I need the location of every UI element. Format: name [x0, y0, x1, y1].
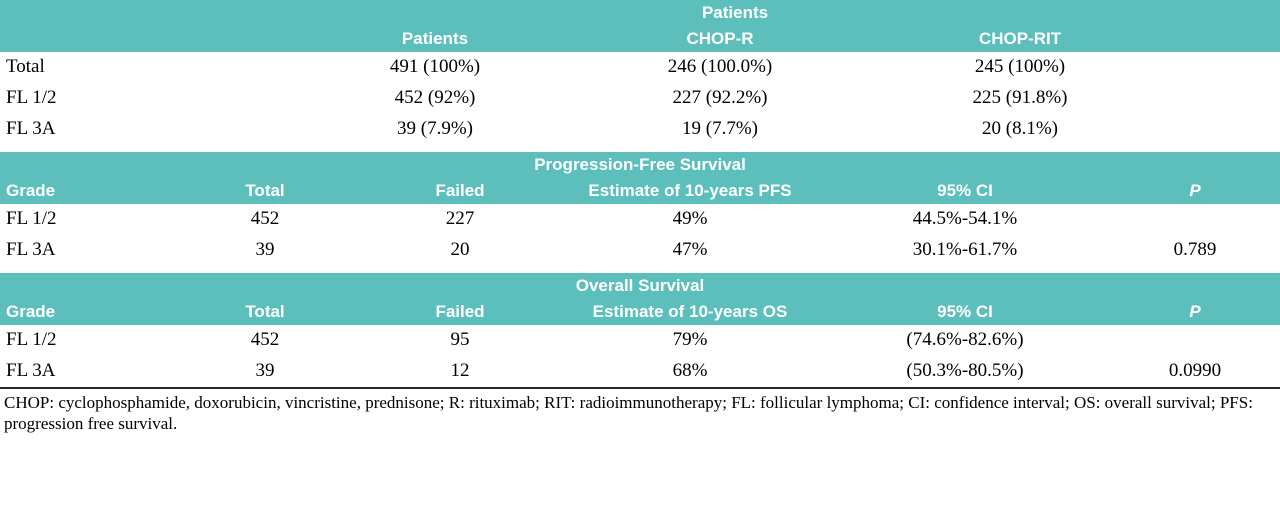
cell-total: 39: [170, 356, 360, 387]
section2-col-estimate: Estimate of 10-years PFS: [560, 178, 820, 204]
cell-extra: [1170, 52, 1280, 83]
section-spacer: [0, 145, 1280, 152]
cell-failed: 227: [360, 204, 560, 235]
cell-chop-rit: 245 (100%): [870, 52, 1170, 83]
cell-failed: 95: [360, 325, 560, 356]
section3-col-estimate: Estimate of 10-years OS: [560, 299, 820, 325]
cell-ci: (50.3%-80.5%): [820, 356, 1110, 387]
section2-column-header-row: [0, 178, 1280, 204]
section1-col-4: [1170, 26, 1280, 52]
table-row: [0, 204, 1280, 235]
row-label: FL 1/2: [0, 204, 170, 235]
cell-p: [1110, 325, 1280, 356]
row-label: FL 3A: [0, 235, 170, 266]
cell-failed: 12: [360, 356, 560, 387]
cell-estimate: 49%: [560, 204, 820, 235]
cell-p: 0.789: [1110, 235, 1280, 266]
section1-col-0: [0, 26, 300, 52]
row-label: FL 3A: [0, 114, 300, 145]
cell-chop-rit: 20 (8.1%): [870, 114, 1170, 145]
cell-patients: 452 (92%): [300, 83, 570, 114]
section1-group-header-label: Patients: [300, 0, 1170, 26]
section3-col-failed: Failed: [360, 299, 560, 325]
cell-extra: [1170, 114, 1280, 145]
cell-ci: 30.1%-61.7%: [820, 235, 1110, 266]
section3-col-p: P: [1110, 299, 1280, 325]
row-label: FL 3A: [0, 356, 170, 387]
section3-col-ci: 95% CI: [820, 299, 1110, 325]
table-row: [0, 83, 1280, 114]
cell-chop-r: 19 (7.7%): [570, 114, 870, 145]
cell-total: 39: [170, 235, 360, 266]
section3-group-header-label: Overall Survival: [0, 273, 1280, 299]
cell-ci: 44.5%-54.1%: [820, 204, 1110, 235]
section1-col-2: CHOP-R: [570, 26, 870, 52]
section2-group-header-label: Progression-Free Survival: [0, 152, 1280, 178]
cell-p: 0.0990: [1110, 356, 1280, 387]
section3-col-grade: Grade: [0, 299, 170, 325]
table-footnote: CHOP: cyclophosphamide, doxorubicin, vincristine, prednisone; R: rituximab; RIT: radioimmunotherapy; FL: follicular lymphoma; CI: confidence interval; OS: overall survival; PFS: progression free survival.: [0, 387, 1280, 434]
patients-section-table: [0, 0, 1280, 152]
cell-chop-r: 227 (92.2%): [570, 83, 870, 114]
table-row: [0, 325, 1280, 356]
cell-ci: (74.6%-82.6%): [820, 325, 1110, 356]
table-row: [0, 235, 1280, 266]
cell-extra: [1170, 83, 1280, 114]
row-label: FL 1/2: [0, 83, 300, 114]
cell-patients: 39 (7.9%): [300, 114, 570, 145]
section1-col-1: Patients: [300, 26, 570, 52]
section2-col-p: P: [1110, 178, 1280, 204]
cell-patients: 491 (100%): [300, 52, 570, 83]
cell-chop-r: 246 (100.0%): [570, 52, 870, 83]
section2-group-header-row: [0, 152, 1280, 178]
section2-col-failed: Failed: [360, 178, 560, 204]
section1-column-header-row: [0, 26, 1280, 52]
section2-col-grade: Grade: [0, 178, 170, 204]
row-label: Total: [0, 52, 300, 83]
section3-group-header-row: [0, 273, 1280, 299]
table-row: [0, 356, 1280, 387]
section1-col-3: CHOP-RIT: [870, 26, 1170, 52]
cell-total: 452: [170, 204, 360, 235]
cell-chop-rit: 225 (91.8%): [870, 83, 1170, 114]
cell-failed: 20: [360, 235, 560, 266]
os-section-table: [0, 273, 1280, 387]
section2-col-total: Total: [170, 178, 360, 204]
section3-column-header-row: [0, 299, 1280, 325]
section1-group-header-blank2: [1170, 0, 1280, 26]
section2-col-ci: 95% CI: [820, 178, 1110, 204]
cell-estimate: 79%: [560, 325, 820, 356]
section-spacer: [0, 266, 1280, 273]
row-label: FL 1/2: [0, 325, 170, 356]
section3-col-total: Total: [170, 299, 360, 325]
pfs-section-table: [0, 152, 1280, 273]
table-row: [0, 52, 1280, 83]
section1-group-header-blank: [0, 0, 300, 26]
cell-total: 452: [170, 325, 360, 356]
cell-p: [1110, 204, 1280, 235]
cell-estimate: 47%: [560, 235, 820, 266]
cell-estimate: 68%: [560, 356, 820, 387]
table-row: [0, 114, 1280, 145]
section1-group-header-row: [0, 0, 1280, 26]
